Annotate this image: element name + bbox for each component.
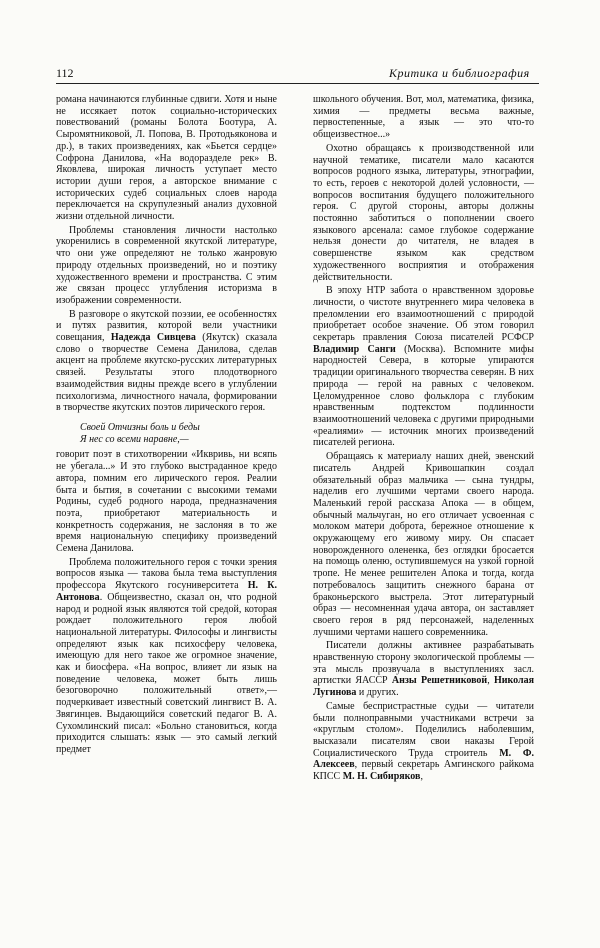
header-rule	[56, 83, 539, 84]
text-run: Проблемы становления личности настолько укоренились в современной якутской литературе, что они уже определяют не только жанровую природу отдельных произведений, но и поэтику художественного времени и пространства. С этим же связан процесс углубления историзма в изображении современности.	[56, 224, 277, 306]
text-run: говорит поэт в стихотворении «Иквривь, ни всяпь не убегала...» И это глубоко выстраданное кредо автора, помним его лирического героя. Реалии быта и бытия, в сочетании с высокими темами Родины, судеб родного народа, предназначения поэта, приобретают материальность и конкретность содержания, не заслоняя в то же время национальную специфику произведений Семена Данилова.	[56, 449, 277, 555]
paragraph	[56, 225, 277, 307]
text-run: и других.	[356, 687, 399, 699]
page-number: 112	[56, 66, 74, 80]
bold-name: Николая Лугинова	[313, 675, 535, 699]
text-run: Охотно обращаясь к производственной или научной тематике, писатели мало касаются вопросов родного языка, литературы, этнографии, то есть, героев с некоторой долей условности, — вопросов воспитания будущего положительного героя. С другой стороны, авторы должны постоянно заботиться о пополнении своего языкового арсенала: самое глубокое содержание нельзя донести до читателя, не владея в совершенстве языком как средством художественного восприятия и отображения действительности.	[313, 142, 534, 283]
text-run: Самые беспристрастные судьи — читатели были полноправными участниками встречи за «круглым столом». Поделились наболевшим, высказали писателям свои наказы Герой Социалистического Труда строитель	[313, 700, 534, 759]
bold-name: Надежда Сивцева	[110, 332, 196, 344]
paragraph	[56, 557, 277, 756]
epigraph-line: Я нес со всеми наравне,—	[80, 433, 189, 445]
poem-epigraph	[80, 422, 277, 445]
text-run: В разговоре о якутской поэзии, ее особенностях и путях развития, которой вели участники совещания,	[56, 308, 277, 344]
paragraph	[56, 449, 277, 554]
bold-name: М. Ф. Алексеев	[313, 747, 534, 771]
paragraph	[313, 451, 534, 638]
running-title: Критика и библиография	[389, 66, 530, 80]
text-run: Обращаясь к материалу наших дней, эвенский писатель Андрей Кривошапкин создал обязательный образ мальчика — сына тундры, наделив его лучшими чертами своего народа. Маленький герой рассказа Апока — в общем, обычный мальчуган, но его отличает усвоенная с молоком матери доброта, бережное отношение к окружающему его живому миру. Он спасает новорожденного олененка, без оглядки бросается на помощь оленю, оступившемуся на узкой горной тропе. Не менее решителен Апока и тогда, когда потребовалось защитить снежного барана от браконьерского выстрела. Этот литературный образ — несомненная удача автора, он заставляет своего героя в ряд персонажей, наделенных лучшими чертами нашего современника.	[313, 451, 534, 638]
paragraph	[313, 285, 534, 449]
bold-name: Владимир Санги	[313, 343, 396, 355]
text-run: школьного обучения. Вот, мол, математика, физика, химия — предметы весьма важные, первостепенные, а язык — это что-то общеизвестное...»	[313, 94, 534, 141]
epigraph-line: Своей Отчизны боль и беды	[80, 421, 200, 433]
text-run: (Москва). Вспомните мифы народностей Севера, в которые упираются традиции оригинального творчества северян. В них природа — герой на равных с человеком. Целомудренное слово фольклора с глубоким нравственным подтекстом подлинности взаимоотношений человека с другими природными «реалиями» — источник многих произведений писателей региона.	[313, 343, 534, 449]
paragraph	[313, 640, 534, 699]
bold-name: Анзы Решетниковой	[391, 675, 488, 687]
text-run: (Якутск) сказала слово о творчестве Семена Данилова, сделав акцент на проблеме якутско-русских литературных связей. Результаты этого плодотворного взаимодействия видны прежде всего в углублении психологизма, личностного начала, формировании в творчестве якутских поэтов лирического героя.	[56, 332, 278, 414]
bold-name: М. Н. Сибиряков	[342, 771, 421, 783]
paragraph	[313, 701, 534, 783]
text-run: Писатели должны активнее разрабатывать нравственную сторону экологической проблемы — эта мысль прозвучала в выступлениях засл. артистки ЯАССР	[313, 640, 534, 687]
right-column	[313, 94, 534, 783]
paragraph	[56, 94, 277, 223]
text-run: Проблема положительного героя с точки зрения вопросов языка — такова была тема выступления профессора Якутского госуниверситета	[56, 556, 277, 592]
paragraph	[313, 143, 534, 283]
text-run: ,	[487, 675, 494, 687]
text-run: . Общеизвестно, сказал он, что родной народ и родной язык являются той средой, которая рождает положительного героя любой национальной литературы. Философы и лингвисты определяют язык как психосферу человека, имеющую для него такое же огромное значение, как и биосфера. «На вопрос, влияет ли язык на поведение человека, может быть лишь безоговорочно положительный ответ»,— подчеркивает известный советский лингвист В. А. Звягинцев. Выдающийся советский педагог В. А. Сухомлинский писал: «Больно становиться, когда приходится слышать: язык — это самый легкий предмет	[56, 591, 277, 755]
text-run: ,	[420, 771, 423, 783]
paragraph	[56, 309, 277, 414]
text-run: романа начинаются глубинные сдвиги. Хотя и ныне не иссякает поток социально-исторических повествований (романы Болота Боотура, А. Сыромятниковой, Л. Попова, В. Протодьяконова и др.), в таких произведениях, как «Бьется сердце» Софрона Данилова, «На водоразделе рек» В. Яковлева, широкая личность уступает место истории души героя, а авторское внимание с исторических судеб социальных слоев народа переключается на скрупулезный анализ духовной жизни отдельной личности.	[56, 94, 277, 223]
paragraph	[313, 94, 534, 141]
bold-name: Н. К. Антонова	[56, 580, 277, 603]
text-run: , первый секретарь Амгинского райкома КПСС	[313, 759, 534, 783]
left-column	[56, 94, 277, 756]
text-run: В эпоху НТР забота о нравственном здоровье личности, о чистоте внутреннего мира человека в преломлении его взаимоотношений с природой приобретает особое значение. Об этом говорил секретарь правления Союза писателей РСФСР	[313, 285, 534, 344]
